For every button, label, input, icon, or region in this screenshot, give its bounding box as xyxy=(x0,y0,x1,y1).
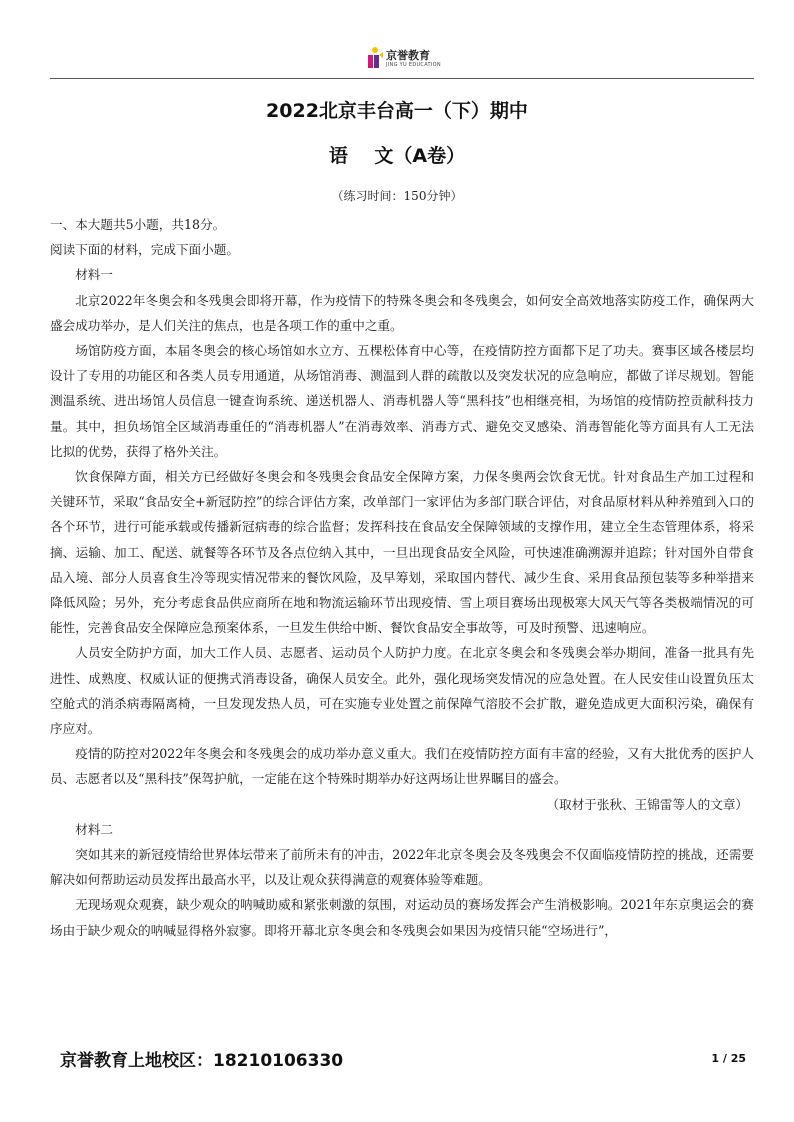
material-label: 材料二 xyxy=(75,821,113,837)
paragraph: 人员安全防护方面，加大工作人员、志愿者、运动员个人防护力度。在北京冬奥会和冬残奥会举办期间，准备一批具有先进性、成熟度、权威认证的便携式消毒设备，确保人员安全。此外，强化现场突发情况的应急处置。在人民安佳山设置负压太空舱式的消杀病毒隔离椅，一旦发现发热人员，可在实施专业处置之前保障气溶胶不会扩散，避免造成更大面积污染，确保有序应对。 xyxy=(50,645,754,737)
section-heading: 一、本大题共5小题，共18分。 xyxy=(50,217,226,232)
document-body xyxy=(50,212,754,943)
paragraph: 饮食保障方面，相关方已经做好冬奥会和冬残奥会食品安全保障方案，力保冬奥两会饮食无忧。针对食品生产加工过程和关键环节，采取“食品安全+新冠防控”的综合评估方案，改单部门一家评估为多部门联合评估，对食品原材料从种养殖到入口的各个环节，进行可能承载或传播新冠病毒的综合监督；发挥科技在食品安全保障领域的支撑作用，建立全生态管理体系，将采摘、运输、加工、配送、就餐等各环节及各点位纳入其中，一旦出现食品安全风险，可快速准确溯源并追踪；针对国外自带食品入境、部分人员喜食生冷等现实情况带来的餐饮风险，及早筹划，采取国内替代、减少生食、采用食品预包装等多种举措来降低风险；另外，充分考虑食品供应商所在地和物流运输环节出现疫情、雪上项目赛场出现极寒大风天气等各类极端情况的可能性，完善食品安全保障应急预案体系，一旦发生供给中断、餐饮食品安全事故等，可及时预警、迅速响应。 xyxy=(50,469,754,636)
material-label: 材料一 xyxy=(75,267,113,283)
footer-contact: 京誉教育上地校区：18210106330 xyxy=(60,1051,344,1071)
logo-text: 京誉教育 xyxy=(386,49,430,62)
document-title: 2022北京丰台高一（下）期中 xyxy=(266,100,528,122)
paragraph: 北京2022年冬奥会和冬残奥会即将开幕，作为疫情下的特殊冬奥会和冬残奥会，如何安全高效地落实防疫工作，确保两大盛会成功举办，是人们关注的焦点，也是各项工作的重中之重。 xyxy=(50,292,754,333)
exam-time: （练习时间：150分钟） xyxy=(331,189,463,203)
paragraph: 疫情的防控对2022年冬奥会和冬残奥会的成功举办意义重大。我们在疫情防控方面有丰富的经验，又有大批优秀的医护人员、志愿者以及“黑科技”保驾护航，一定能在这个特殊时期举办好这两场让世界瞩目的盛会。 xyxy=(50,746,754,787)
paragraph: 无现场观众观赛，缺少观众的呐喊助威和紧张刺激的氛围，对运动员的赛场发挥会产生消极影响。2021年东京奥运会的赛场由于缺少观众的呐喊显得格外寂寥。即将开幕北京冬奥会和冬残奥会如果因为疫情只能“空场进行”， xyxy=(50,897,754,938)
source-citation: （取材于张秋、王锦雷等人的文章） xyxy=(546,796,748,812)
logo-subtext: JING YU EDUCATION xyxy=(386,62,441,68)
document-subtitle: 语 文（A卷） xyxy=(328,145,466,167)
page-number: 1 / 25 xyxy=(711,1052,746,1065)
logo-figure-icon xyxy=(366,46,384,70)
paragraph: 场馆防疫方面，本届冬奥会的核心场馆如水立方、五棵松体育中心等，在疫情防控方面都下足了功夫。赛事区域各楼层均设计了专用的功能区和各类人员专用通道，从场馆消毒、测温到人群的疏散以及突发状况的应急响应，都做了详尽规划。智能测温系统、进出场馆人员信息一键查询系统、递送机器人、消毒机器人等“黑科技”也相继亮相，为场馆的疫情防控贡献科技力量。其中，担负场馆全区域消毒重任的“消毒机器人”在消毒效率、消毒方式、避免交叉感染、消毒智能化等方面具有人工无法比拟的优势，获得了格外关注。 xyxy=(50,343,754,459)
page-header xyxy=(0,40,794,80)
paragraph: 突如其来的新冠疫情给世界体坛带来了前所未有的冲击，2022年北京冬奥会及冬残奥会不仅面临疫情防控的挑战，还需要解决如何帮助运动员发挥出最高水平，以及让观众获得满意的观赛体验等难题。 xyxy=(50,847,754,888)
header-divider xyxy=(50,78,754,79)
section-instruction: 阅读下面的材料，完成下面小题。 xyxy=(50,242,239,258)
jingyu-logo xyxy=(366,44,441,74)
